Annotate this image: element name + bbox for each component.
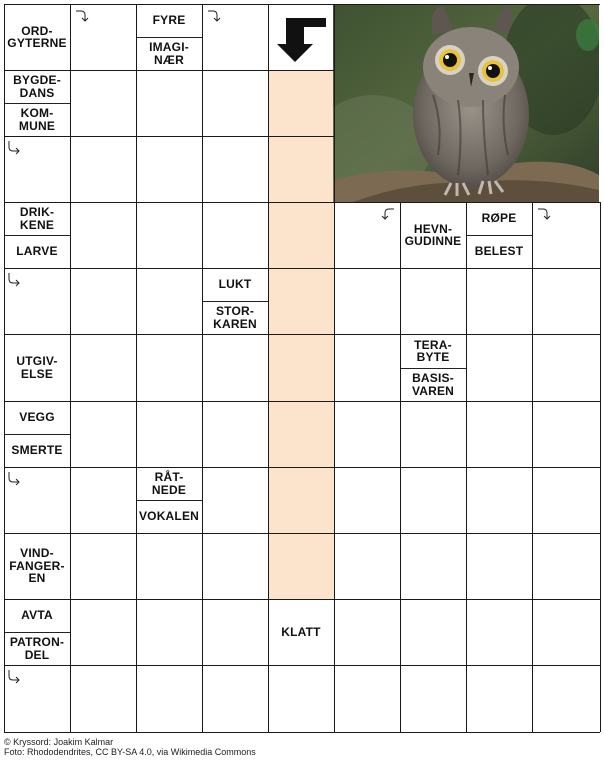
- clue-line: BASIS-: [412, 371, 454, 385]
- owl-photo: [333, 5, 599, 202]
- solution-cell[interactable]: [268, 268, 334, 334]
- clue-line: VAREN: [411, 383, 455, 398]
- clue-cell: [4, 599, 70, 665]
- answer-cell[interactable]: [202, 334, 268, 401]
- clue-divider: [4, 235, 70, 236]
- answer-cell[interactable]: [466, 665, 532, 732]
- clue-text: [400, 334, 466, 368]
- answer-cell[interactable]: [202, 202, 268, 268]
- clue-line: PATRON-: [9, 635, 65, 649]
- answer-cell[interactable]: [4, 467, 70, 533]
- clue-line: DEL: [24, 647, 50, 662]
- clue-cell: [136, 467, 202, 533]
- clue-cell: [4, 334, 70, 401]
- clue-cell: [136, 4, 202, 70]
- clue-line: KENE: [19, 217, 55, 232]
- credit-photo: Foto: Rhododendrites, CC BY-SA 4.0, via Wikimedia Commons: [4, 747, 256, 757]
- clue-divider: [4, 632, 70, 633]
- answer-cell[interactable]: [466, 334, 532, 401]
- answer-cell[interactable]: [268, 665, 334, 732]
- clue-line: FYRE: [152, 13, 186, 28]
- answer-cell[interactable]: [532, 334, 600, 401]
- clue-divider: [400, 368, 466, 369]
- answer-cell[interactable]: [400, 533, 466, 599]
- answer-cell[interactable]: [202, 533, 268, 599]
- clue-cell: [4, 401, 70, 467]
- answer-cell[interactable]: [136, 136, 202, 202]
- answer-cell[interactable]: [70, 202, 136, 268]
- clue-text: [4, 334, 70, 401]
- clue-divider: [4, 434, 70, 435]
- answer-cell[interactable]: [70, 467, 136, 533]
- clue-cell: [4, 202, 70, 268]
- clue-text: [400, 202, 466, 268]
- clue-text: [466, 235, 532, 268]
- clue-text: [4, 70, 70, 103]
- answer-cell[interactable]: [334, 665, 400, 732]
- clue-line: DANS: [19, 85, 55, 100]
- clue-cell: [202, 268, 268, 334]
- owl-image: [333, 5, 599, 202]
- answer-cell[interactable]: [136, 401, 202, 467]
- answer-cell[interactable]: [532, 665, 600, 732]
- solution-cell[interactable]: [268, 533, 334, 599]
- clue-text: [136, 37, 202, 70]
- answer-cell[interactable]: [466, 467, 532, 533]
- clue-line: KOM-: [20, 106, 54, 120]
- clue-line: DRIK-: [19, 205, 55, 219]
- answer-cell[interactable]: [532, 268, 600, 334]
- answer-cell[interactable]: [4, 665, 70, 732]
- clue-text: [136, 500, 202, 533]
- answer-cell[interactable]: [334, 268, 400, 334]
- answer-cell[interactable]: [4, 268, 70, 334]
- clue-line: EN: [28, 571, 46, 586]
- clue-line: SMERTE: [11, 443, 63, 458]
- answer-cell[interactable]: [202, 401, 268, 467]
- answer-cell[interactable]: [400, 599, 466, 665]
- answer-cell[interactable]: [202, 665, 268, 732]
- answer-cell[interactable]: [334, 202, 400, 268]
- answer-cell[interactable]: [136, 599, 202, 665]
- clue-line: STOR-: [215, 304, 255, 318]
- clue-cell: [400, 202, 466, 268]
- answer-cell[interactable]: [334, 599, 400, 665]
- answer-cell[interactable]: [70, 665, 136, 732]
- clue-line: FANGER-: [9, 558, 65, 573]
- clue-text: [4, 4, 70, 70]
- answer-cell[interactable]: [400, 401, 466, 467]
- clue-text: [4, 103, 70, 136]
- answer-cell[interactable]: [532, 467, 600, 533]
- answer-cell[interactable]: [70, 334, 136, 401]
- clue-line: KLATT: [281, 624, 321, 639]
- answer-cell[interactable]: [532, 599, 600, 665]
- clue-line: ORD-: [21, 23, 53, 38]
- clue-divider: [136, 500, 202, 501]
- clue-line: VOKALEN: [138, 509, 200, 524]
- clue-text: [4, 235, 70, 268]
- answer-cell[interactable]: [202, 4, 268, 70]
- solution-cell[interactable]: [268, 467, 334, 533]
- clue-line: UTGIV-: [16, 354, 58, 368]
- clue-text: [4, 599, 70, 632]
- clue-line: BELEST: [474, 244, 524, 259]
- clue-line: BYGDE-: [13, 73, 61, 87]
- solution-cell[interactable]: [268, 70, 334, 136]
- credit-crossword: © Kryssord: Joakim Kalmar: [4, 737, 114, 747]
- clue-line: BYTE: [416, 350, 450, 364]
- solution-cell[interactable]: [268, 401, 334, 467]
- answer-cell[interactable]: [136, 665, 202, 732]
- answer-cell[interactable]: [70, 136, 136, 202]
- solution-cell[interactable]: [268, 334, 334, 401]
- answer-cell[interactable]: [532, 533, 600, 599]
- answer-cell[interactable]: [136, 70, 202, 136]
- clue-text: [400, 368, 466, 401]
- answer-cell[interactable]: [136, 334, 202, 401]
- clue-divider: [466, 235, 532, 236]
- answer-cell[interactable]: [400, 665, 466, 732]
- answer-cell[interactable]: [466, 401, 532, 467]
- answer-cell[interactable]: [70, 401, 136, 467]
- clue-line: GYTERNE: [7, 36, 67, 50]
- clue-text: [4, 632, 70, 665]
- clue-line: HEVN-: [413, 221, 453, 236]
- answer-cell[interactable]: [136, 202, 202, 268]
- clue-text: [202, 301, 268, 334]
- clue-text: [268, 599, 334, 665]
- clue-cell: [4, 533, 70, 599]
- clue-line: VEGG: [19, 410, 55, 425]
- clue-text: [202, 268, 268, 301]
- answer-cell[interactable]: [70, 533, 136, 599]
- clue-line: LUKT: [218, 277, 252, 292]
- clue-cell: [4, 4, 70, 70]
- clue-cell: [400, 334, 466, 401]
- clue-text: [4, 401, 70, 434]
- clue-text: [4, 434, 70, 467]
- answer-cell[interactable]: [202, 467, 268, 533]
- clue-divider: [136, 37, 202, 38]
- clue-line: NÆR: [154, 52, 184, 67]
- clue-line: IMAGI-: [149, 40, 189, 54]
- clue-line: VIND-: [20, 546, 54, 561]
- clue-text: [466, 202, 532, 235]
- answer-cell[interactable]: [334, 533, 400, 599]
- clue-text: [4, 533, 70, 599]
- clue-cell: [466, 202, 532, 268]
- clue-line: GUDINNE: [404, 234, 462, 248]
- solution-arrow-cell: [268, 4, 334, 70]
- answer-cell[interactable]: [70, 599, 136, 665]
- clue-line: LARVE: [16, 244, 58, 259]
- clue-text: [136, 467, 202, 500]
- answer-cell[interactable]: [4, 136, 70, 202]
- clue-line: TERA-: [414, 337, 452, 352]
- answer-cell[interactable]: [202, 599, 268, 665]
- clue-text: [136, 4, 202, 37]
- clue-line: RØPE: [481, 211, 517, 226]
- answer-cell[interactable]: [334, 401, 400, 467]
- solution-cell[interactable]: [268, 136, 334, 202]
- answer-cell[interactable]: [466, 599, 532, 665]
- clue-cell: [268, 599, 334, 665]
- clue-line: AVTA: [21, 608, 53, 623]
- answer-cell[interactable]: [202, 70, 268, 136]
- answer-cell[interactable]: [202, 136, 268, 202]
- answer-cell[interactable]: [400, 467, 466, 533]
- clue-line: NEDE: [151, 482, 187, 497]
- answer-cell[interactable]: [532, 202, 600, 268]
- clue-line: RÅT-: [154, 470, 184, 484]
- answer-cell[interactable]: [136, 533, 202, 599]
- clue-line: KAREN: [213, 316, 257, 331]
- solution-cell[interactable]: [268, 202, 334, 268]
- answer-cell[interactable]: [334, 467, 400, 533]
- answer-cell[interactable]: [70, 268, 136, 334]
- answer-cell[interactable]: [400, 268, 466, 334]
- clue-cell: [4, 70, 70, 136]
- answer-cell[interactable]: [334, 334, 400, 401]
- answer-cell[interactable]: [136, 268, 202, 334]
- answer-cell[interactable]: [466, 268, 532, 334]
- answer-cell[interactable]: [532, 401, 600, 467]
- clue-line: MUNE: [18, 118, 56, 133]
- answer-cell[interactable]: [70, 70, 136, 136]
- answer-cell[interactable]: [466, 533, 532, 599]
- clue-divider: [4, 103, 70, 104]
- clue-line: ELSE: [20, 366, 54, 381]
- clue-divider: [202, 301, 268, 302]
- answer-cell[interactable]: [70, 4, 136, 70]
- clue-text: [4, 202, 70, 235]
